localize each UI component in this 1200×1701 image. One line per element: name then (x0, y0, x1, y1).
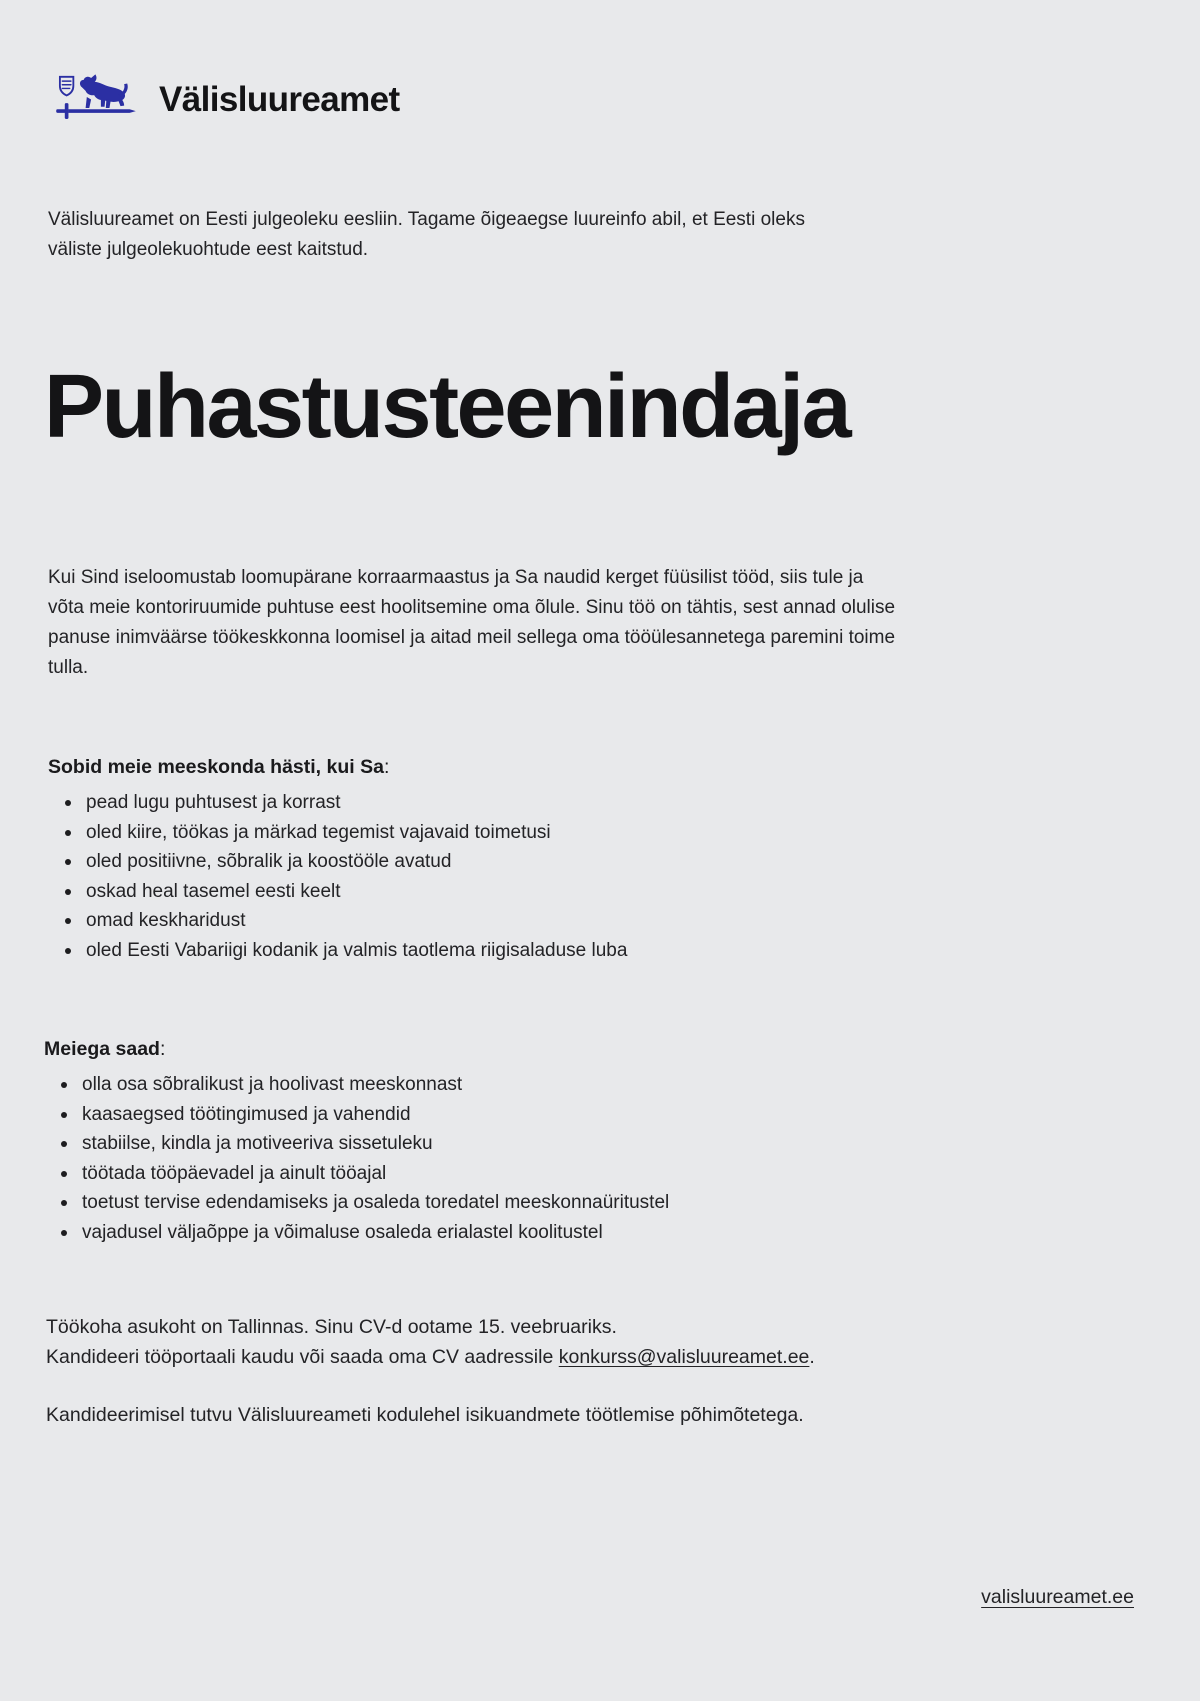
list-item: töötada tööpäevadel ja ainult tööajal (44, 1159, 669, 1189)
list-item: stabiilse, kindla ja motiveeriva sissetuleku (44, 1129, 669, 1159)
requirements-list (48, 788, 627, 966)
requirements-heading-colon: : (383, 756, 390, 778)
requirements-heading-text: Sobid meie meeskonda hästi, kui Sa (48, 756, 384, 778)
requirements-section (48, 756, 627, 966)
benefits-heading-text: Meiega saad (44, 1038, 160, 1060)
website-link[interactable]: valisluureamet.ee (981, 1586, 1134, 1608)
list-item: pead lugu puhtusest ja korrast (48, 788, 627, 818)
list-item: omad keskharidust (48, 906, 627, 936)
list-item: olla osa sõbralikust ja hoolivast meeskonnast (44, 1070, 669, 1100)
privacy-note: Kandideerimisel tutvu Välisluureameti kodulehel isikuandmete töötlemise põhimõtetega. (46, 1404, 804, 1426)
list-item: oled Eesti Vabariigi kodanik ja valmis taotlema riigisaladuse luba (48, 936, 627, 966)
list-item: kaasaegsed töötingimused ja vahendid (44, 1100, 669, 1130)
application-email-link[interactable]: konkurss@valisluureamet.ee (558, 1346, 810, 1368)
apply-line (46, 1342, 815, 1372)
location-deadline-line: Töökoha asukoht on Tallinnas. Sinu CV-d ootame 15. veebruariks. (46, 1316, 617, 1338)
list-item: oled positiivne, sõbralik ja koostööle avatud (48, 847, 627, 877)
requirements-heading (48, 756, 627, 779)
benefits-heading-colon: : (159, 1038, 166, 1060)
list-item: oled kiire, töökas ja märkad tegemist vajavaid toimetusi (48, 818, 627, 848)
benefits-section (44, 1038, 669, 1248)
job-description-paragraph: Kui Sind iseloomustab loomupärane korraarmaastus ja Sa naudid kerget füüsilist tööd, siis tule ja võta meie kontoriruumide puhtuse eest hoolitsemine oma õlule. Sinu töö on tähtis, sest annad olulise panuse inimväärse töökeskkonna loomisel ja aitad meil sellega oma tööülesannetega paremini toime tulla. (48, 567, 896, 678)
list-item: toetust tervise edendamiseks ja osaleda toredatel meeskonnaüritustel (44, 1188, 669, 1218)
agency-logo (55, 72, 400, 127)
list-item: vajadusel väljaõppe ja võimaluse osaleda erialastel koolitustel (44, 1218, 669, 1248)
job-title: Puhastusteenindaja (44, 357, 850, 457)
application-info (46, 1312, 815, 1372)
agency-name: Välisluureamet (159, 79, 400, 119)
apply-line-suffix: . (809, 1346, 815, 1368)
apply-line-prefix: Kandideeri tööportaali kaudu või saada oma CV aadressile (46, 1346, 559, 1368)
intro-paragraph: Välisluureamet on Eesti julgeoleku eesliin. Tagame õigeaegse luureinfo abil, et Eesti oleks väliste julgeolekuohtude eest kaitstud. (48, 209, 805, 260)
list-item: oskad heal tasemel eesti keelt (48, 877, 627, 907)
benefits-list (44, 1070, 669, 1248)
agency-emblem-icon (55, 72, 137, 127)
benefits-heading (44, 1038, 669, 1061)
